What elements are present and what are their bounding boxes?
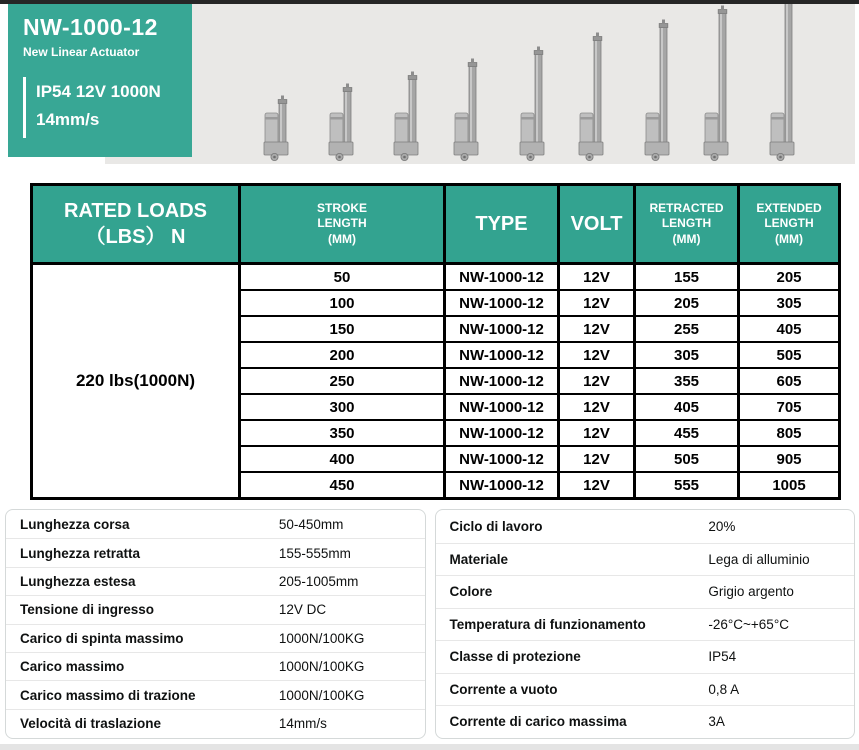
table-cell: 305: [635, 342, 739, 368]
hero-section: [0, 0, 859, 166]
table-header-cell: RETRACTED LENGTH (MM): [635, 185, 739, 264]
actuator-figure: [770, 3, 794, 161]
actuator-lineup-illustration: [105, 3, 855, 164]
table-cell: NW-1000-12: [445, 290, 559, 316]
spec-list-row: [6, 510, 425, 538]
actuator-figure: [394, 72, 418, 161]
table-cell: NW-1000-12: [445, 368, 559, 394]
table-cell: 50: [240, 264, 445, 291]
spec-list-row: [436, 575, 855, 608]
spec-list-row: [6, 680, 425, 708]
table-cell: 12V: [559, 264, 635, 291]
table-cell: 905: [739, 446, 840, 472]
spec-callout-line2: 14mm/s: [36, 110, 100, 130]
spec-value: 20%: [708, 518, 736, 534]
table-cell: 12V: [559, 446, 635, 472]
spec-label: Materiale: [449, 551, 509, 567]
spec-value: Grigio argento: [708, 584, 794, 600]
product-title: NW-1000-12: [23, 14, 158, 40]
table-cell: NW-1000-12: [445, 342, 559, 368]
table-cell: 12V: [559, 342, 635, 368]
spec-value: Lega di alluminio: [708, 551, 810, 567]
table-cell: 255: [635, 316, 739, 342]
spec-value: -26°C~+65°C: [708, 616, 789, 632]
actuator-figure: [704, 6, 728, 161]
spec-list-row: [6, 538, 425, 566]
actuator-figure: [520, 47, 544, 161]
table-cell: 405: [635, 394, 739, 420]
table-cell: 150: [240, 316, 445, 342]
spec-value: 50-450mm: [278, 516, 344, 532]
spec-label: Lunghezza estesa: [20, 573, 136, 589]
bottom-strip: [0, 744, 859, 750]
spec-label: Velocità di traslazione: [20, 715, 162, 731]
table-row: [32, 264, 840, 291]
table-cell: 12V: [559, 368, 635, 394]
spec-value: 1000N/100KG: [278, 630, 365, 646]
table-cell: 200: [240, 342, 445, 368]
spec-label: Carico massimo: [20, 659, 125, 675]
table-cell: 350: [240, 420, 445, 446]
actuator-figure: [264, 96, 288, 161]
spec-label: Temperatura di funzionamento: [449, 616, 646, 632]
table-header-cell: RATED LOADS （LBS） N: [32, 185, 240, 264]
table-cell: 450: [240, 472, 445, 499]
table-cell: 505: [635, 446, 739, 472]
table-header-cell: TYPE: [445, 185, 559, 264]
table-cell: 12V: [559, 394, 635, 420]
table-cell: 155: [635, 264, 739, 291]
table-cell: 555: [635, 472, 739, 499]
spec-list-row: [436, 673, 855, 706]
table-cell: 100: [240, 290, 445, 316]
table-header-cell: EXTENDED LENGTH (MM): [739, 185, 840, 264]
actuator-figure: [329, 84, 353, 161]
product-subtitle: New Linear Actuator: [23, 45, 140, 59]
spec-label: Colore: [449, 584, 493, 600]
spec-label: Corrente a vuoto: [449, 681, 558, 697]
spec-value: 14mm/s: [278, 715, 327, 731]
spec-label: Ciclo di lavoro: [449, 518, 543, 534]
table-cell: 805: [739, 420, 840, 446]
product-photo: [105, 3, 855, 164]
spec-list-row: [436, 543, 855, 576]
table-cell: 400: [240, 446, 445, 472]
rated-load-cell: 220 lbs(1000N): [32, 264, 240, 499]
spec-table-body: [32, 264, 840, 499]
spec-label: Classe di protezione: [449, 649, 581, 665]
spec-list-row: [436, 510, 855, 543]
table-cell: 405: [739, 316, 840, 342]
table-cell: NW-1000-12: [445, 420, 559, 446]
hero-banner: [8, 3, 192, 157]
top-divider-bar: [0, 0, 859, 4]
table-cell: 12V: [559, 290, 635, 316]
table-cell: NW-1000-12: [445, 472, 559, 499]
spec-list-row: [6, 624, 425, 652]
table-cell: 355: [635, 368, 739, 394]
spec-list-row: [6, 595, 425, 623]
spec-table-header: [32, 185, 840, 264]
actuator-figure: [454, 59, 478, 161]
table-cell: 12V: [559, 316, 635, 342]
table-cell: NW-1000-12: [445, 394, 559, 420]
spec-value: 1000N/100KG: [278, 687, 365, 703]
spec-value: 1000N/100KG: [278, 659, 365, 675]
table-header-cell: STROKE LENGTH (MM): [240, 185, 445, 264]
spec-list-row: [6, 652, 425, 680]
table-cell: 1005: [739, 472, 840, 499]
spec-value: IP54: [708, 649, 737, 665]
table-cell: NW-1000-12: [445, 446, 559, 472]
spec-value: 12V DC: [278, 602, 327, 618]
table-header-cell: VOLT: [559, 185, 635, 264]
spec-box-left: [5, 509, 426, 739]
spec-label: Lunghezza retratta: [20, 545, 141, 561]
spec-box-right: [435, 509, 856, 739]
spec-label: Lunghezza corsa: [20, 516, 130, 532]
table-cell: 205: [635, 290, 739, 316]
spec-list-row: [6, 709, 425, 737]
spec-value: 0,8 A: [708, 681, 740, 697]
table-cell: 12V: [559, 472, 635, 499]
spec-list-row: [6, 567, 425, 595]
spec-value: 205-1005mm: [278, 573, 359, 589]
spec-lists: [5, 509, 855, 739]
spec-label: Carico di spinta massimo: [20, 630, 184, 646]
table-cell: NW-1000-12: [445, 316, 559, 342]
table-cell: 505: [739, 342, 840, 368]
spec-list-row: [436, 608, 855, 641]
spec-value: 3A: [708, 714, 725, 730]
table-cell: 305: [739, 290, 840, 316]
spec-label: Carico massimo di trazione: [20, 687, 196, 703]
table-cell: 250: [240, 368, 445, 394]
spec-list-row: [436, 640, 855, 673]
spec-label: Corrente di carico massima: [449, 714, 627, 730]
spec-label: Tensione di ingresso: [20, 602, 155, 618]
table-cell: NW-1000-12: [445, 264, 559, 291]
table-cell: 455: [635, 420, 739, 446]
table-cell: 12V: [559, 420, 635, 446]
table-cell: 605: [739, 368, 840, 394]
stroke-spec-table: [30, 183, 841, 500]
spec-value: 155-555mm: [278, 545, 351, 561]
table-cell: 705: [739, 394, 840, 420]
spec-list-row: [436, 705, 855, 738]
table-cell: 205: [739, 264, 840, 291]
spec-callout-line1: IP54 12V 1000N: [36, 82, 161, 101]
table-cell: 300: [240, 394, 445, 420]
spec-callout: [23, 77, 184, 138]
actuator-figure: [579, 33, 603, 161]
actuator-figure: [645, 20, 669, 161]
